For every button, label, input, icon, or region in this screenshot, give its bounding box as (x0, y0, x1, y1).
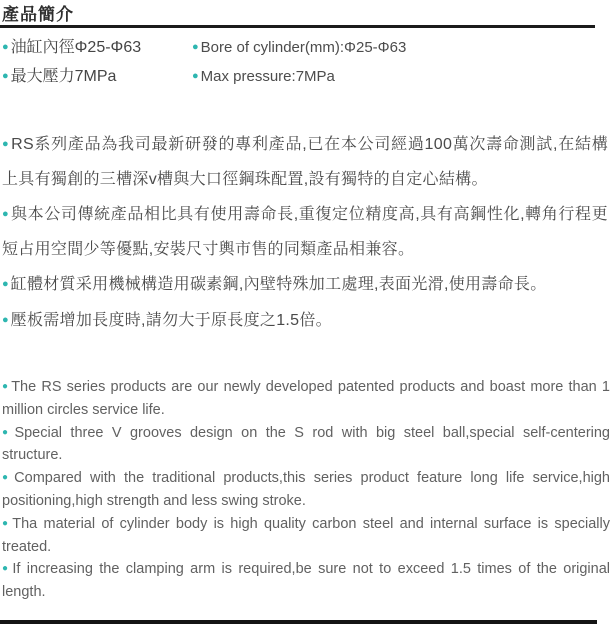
en-paragraph-material (2, 513, 610, 559)
paragraph-text: Compared with the traditional products,this series product feature long life service,high positioning,high strength and less swing stroke. (2, 470, 610, 509)
spec-list (2, 33, 606, 91)
zh-paragraph-comparison (2, 197, 608, 267)
bullet-icon: ● (2, 313, 9, 326)
page-title: 產品簡介 (2, 5, 74, 24)
paragraph-text: 缸體材質采用機械構造用碳素鋼,內壁特殊加工處理,表面光滑,使用壽命長。 (10, 276, 547, 293)
paragraph-text: If increasing the clamping arm is required,be sure not to exceed 1.5 times of the original length. (2, 561, 611, 601)
spec-item-pressure-zh (2, 62, 192, 91)
header-rule (0, 25, 595, 28)
bullet-icon: ● (192, 70, 199, 82)
bullet-icon: ● (2, 138, 10, 150)
spec-item-bore-zh (2, 33, 192, 62)
footer-rule (0, 620, 597, 624)
paragraph-text: Tha material of cylinder body is high quality carbon steel and internal surface is specially treated. (2, 515, 610, 555)
paragraph-text: 與本公司傳統產品相比具有使用壽命長,重復定位精度高,具有高鋼性化,轉角行程更短占用空間少等優點,安裝尺寸輿市售的同類產品相兼容。 (2, 206, 608, 258)
paragraph-text: RS系列產品為我司最新研發的專利產品,已在本公司經過100萬次壽命測試,在結構上具有獨創的三槽深v槽與大口徑鋼珠配置,設有獨特的自定心結構。 (2, 136, 608, 188)
bullet-icon: ● (2, 41, 9, 53)
spec-item-bore-en (192, 33, 606, 62)
spec-label: 最大壓力7MPa (10, 68, 117, 85)
en-paragraph-clamp-length (2, 558, 610, 604)
zh-paragraph-rs-series (2, 127, 608, 197)
spec-label: Bore of cylinder(mm):Φ25-Φ63 (200, 39, 407, 56)
chinese-paragraphs (2, 127, 608, 338)
bullet-icon: ● (2, 381, 10, 392)
bullet-icon: ● (2, 517, 11, 529)
bullet-icon: ● (2, 278, 9, 290)
bullet-icon: ● (2, 70, 9, 82)
spec-item-pressure-en (192, 62, 606, 91)
paragraph-text: Special three V grooves design on the S rod with big steel ball,special self-centering structure. (2, 424, 610, 464)
zh-paragraph-clamp-length (2, 303, 608, 339)
spec-label: Max pressure:7MPa (200, 68, 335, 85)
paragraph-text: The RS series products are our newly developed patented products and boast more than 1 million circles service life. (2, 379, 610, 418)
bullet-icon: ● (192, 41, 199, 53)
paragraph-text: 壓板需增加長度時,請勿大于原長度之1.5倍。 (10, 311, 332, 329)
bullet-icon: ● (2, 208, 9, 220)
zh-paragraph-material (2, 267, 608, 303)
bullet-icon: ● (2, 563, 11, 575)
bullet-icon: ● (2, 426, 13, 438)
spec-label: 油缸內徑Φ25-Φ63 (10, 39, 142, 56)
en-paragraph-v-grooves (2, 422, 610, 468)
en-paragraph-rs-series (2, 376, 610, 422)
english-paragraphs (2, 376, 610, 604)
bullet-icon: ● (2, 472, 13, 484)
en-paragraph-comparison (2, 467, 610, 513)
